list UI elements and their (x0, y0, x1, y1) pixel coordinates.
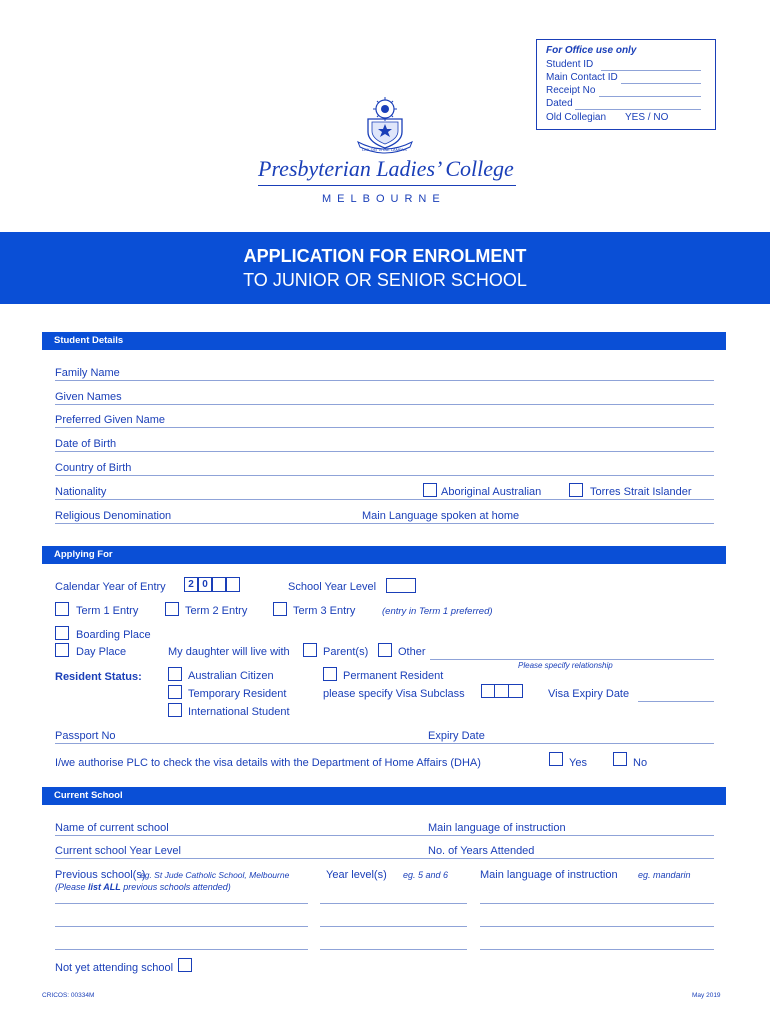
school-year-box[interactable] (386, 578, 416, 593)
college-name: Presbyterian Ladies’ College (258, 156, 514, 181)
dob-field[interactable] (55, 451, 714, 452)
term1-checkbox[interactable] (55, 602, 69, 616)
term-note: (entry in Term 1 preferred) (382, 606, 493, 617)
current-school-name-field[interactable] (55, 835, 714, 836)
banner-subtitle: TO JUNIOR OR SENIOR SCHOOL (243, 270, 527, 290)
temp-resident-checkbox[interactable] (168, 685, 182, 699)
authorise-label: I/we authorise PLC to check the visa details with the Department of Home Affairs (DHA) (55, 757, 481, 769)
nationality-label: Nationality (55, 486, 107, 498)
family-name-label: Family Name (55, 367, 120, 379)
authorise-no-checkbox[interactable] (613, 752, 627, 766)
year-digit-3[interactable] (212, 577, 226, 592)
previous-year-row-3[interactable] (320, 949, 467, 950)
live-with-label: My daughter will live with (168, 646, 290, 658)
previous-year-row-2[interactable] (320, 926, 467, 927)
office-receipt-no: Receipt No (546, 85, 596, 96)
temp-resident-label: Temporary Resident (188, 688, 287, 700)
term2-label: Term 2 Entry (185, 605, 248, 617)
intl-student-checkbox[interactable] (168, 703, 182, 717)
previous-lang-row-3[interactable] (480, 949, 714, 950)
calendar-year-label: Calendar Year of Entry (55, 581, 166, 593)
aus-citizen-checkbox[interactable] (168, 667, 182, 681)
title-banner (0, 232, 770, 304)
country-label: Country of Birth (55, 462, 132, 474)
not-attending-checkbox[interactable] (178, 958, 192, 972)
given-names-label: Given Names (55, 391, 122, 403)
previous-schools-eg: eg. St Jude Catholic School, Melbourne (140, 870, 290, 880)
preferred-name-field[interactable] (55, 427, 714, 428)
office-yes-no: YES / NO (625, 112, 669, 123)
boarding-label: Boarding Place (76, 629, 151, 641)
college-city: MELBOURNE (322, 193, 446, 205)
passport-label: Passport No (55, 730, 116, 742)
visa-subclass-label: please specify Visa Subclass (323, 688, 465, 700)
perm-resident-checkbox[interactable] (323, 667, 337, 681)
term2-checkbox[interactable] (165, 602, 179, 616)
current-school-header: Current School (42, 787, 726, 805)
form-date: May 2019 (692, 992, 721, 999)
dob-label: Date of Birth (55, 438, 117, 450)
office-main-contact-id: Main Contact ID (546, 72, 618, 83)
office-old-collegian: Old Collegian (546, 112, 607, 123)
school-year-label: School Year Level (288, 581, 377, 593)
previous-lang-row-1[interactable] (480, 903, 714, 904)
nationality-field[interactable] (55, 499, 714, 500)
year-levels-eg: eg. 5 and 6 (403, 870, 449, 880)
other-field[interactable] (430, 659, 714, 660)
lang-instr-label: Main language of instruction (480, 869, 618, 881)
family-name-field[interactable] (55, 380, 714, 381)
banner-title: APPLICATION FOR ENROLMENT (243, 246, 527, 266)
other-checkbox[interactable] (378, 643, 392, 657)
cricos-code: CRICOS: 00334M (42, 992, 95, 999)
office-use-box (536, 39, 716, 130)
authorise-no-label: No (633, 757, 648, 769)
passport-field[interactable] (55, 743, 714, 744)
aboriginal-checkbox[interactable] (423, 483, 437, 497)
religion-label: Religious Denomination (55, 510, 172, 522)
day-label: Day Place (76, 646, 127, 658)
crest-logo-icon (350, 96, 420, 154)
main-lang-label: Main language of instruction (428, 822, 566, 834)
language-label: Main Language spoken at home (362, 510, 520, 522)
expiry-label: Expiry Date (428, 730, 485, 742)
student-details-header: Student Details (42, 332, 726, 350)
visa-expiry-field[interactable] (638, 701, 714, 702)
office-dated: Dated (546, 98, 573, 109)
previous-year-row-1[interactable] (320, 903, 467, 904)
preferred-name-label: Preferred Given Name (55, 414, 166, 426)
year-level-label: Current school Year Level (55, 845, 181, 857)
year-digit-4[interactable] (226, 577, 240, 592)
resident-status-label: Resident Status: (55, 671, 142, 683)
year-levels-label: Year level(s) (326, 869, 387, 881)
year-digit-1[interactable]: 2 (184, 577, 198, 592)
previous-school-row-3[interactable] (55, 949, 308, 950)
other-label: Other (398, 646, 426, 658)
perm-resident-label: Permanent Resident (343, 670, 444, 682)
term1-label: Term 1 Entry (76, 605, 139, 617)
years-attended-label: No. of Years Attended (428, 845, 535, 857)
previous-school-row-2[interactable] (55, 926, 308, 927)
previous-schools-label: Previous school(s) (55, 869, 146, 881)
aboriginal-label: Aboriginal Australian (441, 486, 542, 498)
current-school-name-label: Name of current school (55, 822, 169, 834)
authorise-yes-checkbox[interactable] (549, 752, 563, 766)
term3-label: Term 3 Entry (293, 605, 356, 617)
previous-school-row-1[interactable] (55, 903, 308, 904)
previous-schools-note: (Please list ALL previous schools attended) (55, 882, 231, 892)
specify-relationship: Please specify relationship (518, 661, 613, 670)
religion-field[interactable] (55, 523, 714, 524)
applying-for-header: Applying For (42, 546, 726, 564)
year-level-field[interactable] (55, 858, 714, 859)
year-digit-2[interactable]: 0 (198, 577, 212, 592)
torres-label: Torres Strait Islander (590, 486, 692, 498)
lang-instr-eg: eg. mandarin (638, 870, 691, 880)
office-use-title: For Office use only (546, 45, 637, 56)
office-student-id: Student ID (546, 59, 594, 70)
visa-expiry-label: Visa Expiry Date (548, 688, 630, 700)
not-attending-label: Not yet attending school (55, 962, 174, 974)
given-names-field[interactable] (55, 404, 714, 405)
aus-citizen-label: Australian Citizen (188, 670, 274, 682)
previous-lang-row-2[interactable] (480, 926, 714, 927)
parents-checkbox[interactable] (303, 643, 317, 657)
crest-motto: LEX DEI VITAE LAMPAS (362, 147, 407, 152)
parents-label: Parent(s) (323, 646, 369, 658)
boarding-checkbox[interactable] (55, 626, 69, 640)
term3-checkbox[interactable] (273, 602, 287, 616)
day-checkbox[interactable] (55, 643, 69, 657)
intl-student-label: International Student (188, 706, 290, 718)
torres-checkbox[interactable] (569, 483, 583, 497)
country-field[interactable] (55, 475, 714, 476)
visa-subclass-box[interactable] (481, 684, 523, 698)
authorise-yes-label: Yes (569, 757, 587, 769)
